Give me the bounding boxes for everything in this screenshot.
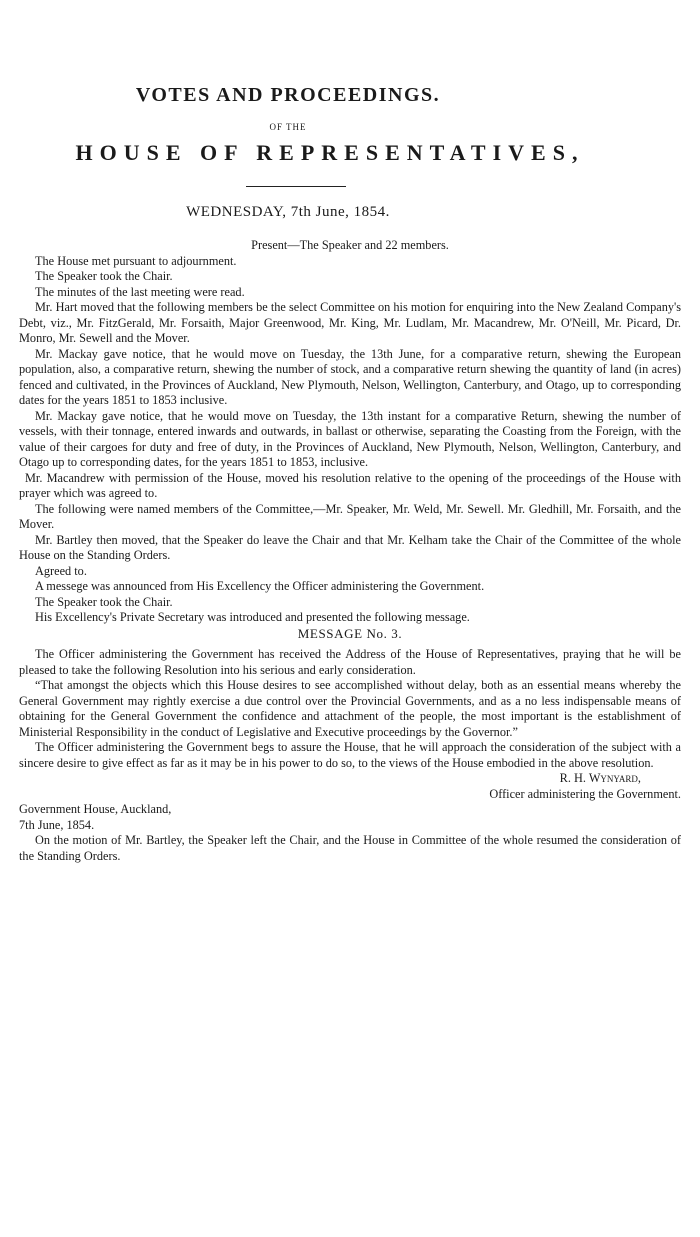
- house-heading: HOUSE OF REPRESENTATIVES,: [75, 140, 585, 165]
- paragraph-hart-motion: Mr. Hart moved that the following members be the select Committee on his motion for enquiring into the New Zealand Company's Debt, viz., Mr. FitzGerald, Mr. Forsaith, Major Greenwood, Mr. King, Mr. Ludlam, Mr. Macandrew, Mr. O'Neill, Mr. Picard, Dr. Monro, Mr. Sewell and the Mover.: [19, 300, 681, 345]
- message-heading: MESSAGE No. 3.: [297, 625, 403, 641]
- paragraph-committee-members: The following were named members of the Committee,—Mr. Speaker, Mr. Weld, Mr. Sewell. Mr. Gledhill, Mr. Forsaith, and the Mover.: [19, 501, 681, 531]
- signature-name: R. H. Wynyard,: [559, 771, 641, 785]
- paragraph-secretary: His Excellency's Private Secretary was introduced and presented the following message.: [35, 610, 470, 624]
- place-date: 7th June, 1854.: [19, 817, 95, 832]
- paragraph-speaker-chair: The Speaker took the Chair.: [35, 269, 173, 283]
- divider-rule: [246, 186, 346, 187]
- paragraph-bartley-motion: Mr. Bartley then moved, that the Speaker do leave the Chair and that Mr. Kelham take the Chair of the Committee of the whole House on the Standing Orders.: [19, 532, 681, 562]
- message-paragraph-3: The Officer administering the Government begs to assure the House, that he will approach the consideration of the subject with a sincere desire to give effect as far as it may be in his power to do so, to the views of the House embodied in the above resolution.: [19, 740, 681, 770]
- paragraph-agreed: Agreed to.: [35, 563, 87, 578]
- present-line: Present—The Speaker and 22 members.: [251, 238, 449, 252]
- session-date: WEDNESDAY, 7th June, 1854.: [186, 204, 390, 220]
- document-title: VOTES AND PROCEEDINGS.: [135, 84, 441, 106]
- message-paragraph-1: The Officer administering the Government has received the Address of the House of Representatives, praying that he will be pleased to take the following Resolution into his serious and early consideration.: [19, 647, 681, 677]
- paragraph-minutes: The minutes of the last meeting were read.: [35, 284, 245, 299]
- proceedings-body: [19, 238, 681, 864]
- title-block: [0, 84, 576, 107]
- paragraph-adjournment: The House met pursuant to adjournment.: [35, 253, 237, 268]
- paragraph-message-announced: A messege was announced from His Excellency the Officer administering the Government.: [35, 579, 485, 593]
- signature-title: Officer administering the Government.: [489, 786, 681, 801]
- of-the-label: OF THE: [269, 122, 307, 132]
- closing-paragraph: On the motion of Mr. Bartley, the Speaker left the Chair, and the House in Committee of the whole resumed the consideration of the Standing Orders.: [19, 833, 681, 863]
- paragraph-mackay-notice-1: Mr. Mackay gave notice, that he would move on Tuesday, the 13th June, for a comparative return, shewing the European population, also, a comparative return, shewing the number of stock, and a comparative return shewing the quantity of land (in acres) fenced and cultivated, in the Provinces of Auckland, New Plymouth, Nelson, Wellington, Canterbury, and Otago, up to corresponding dates for the years 1851 to 1853 inclusive.: [19, 346, 681, 407]
- place-line: Government House, Auckland,: [19, 802, 172, 816]
- message-quoted-resolution: “That amongst the objects which this House desires to see accomplished without delay, both as an essential means whereby the General Government may rightly exercise a due control over the Provincial Governments, and as a no less indispensable means of obtaining for the General Government the confidence and attachment of the people, the most important is the establishment of Ministerial Responsibility in the conduct of Legislative and Executive proceedings by the Governor.”: [19, 678, 681, 739]
- paragraph-macandrew-resolution: Mr. Macandrew with permission of the House, moved his resolution relative to the opening of the proceedings of the House with prayer which was agreed to.: [19, 470, 681, 500]
- paragraph-mackay-notice-2: Mr. Mackay gave notice, that he would move on Tuesday, the 13th instant for a comparative Return, shewing the number of vessels, with their tonnage, entered inwards and outwards, in ballast or otherwise, separating the Coasting from the Foreign, with the value of their cargoes for duty and free of duty, in the Provinces of Auckland, New Plymouth, Nelson, Wellington, Canterbury, and Otago up to corresponding dates, for the years 1851 to 1853, inclusive.: [19, 408, 681, 469]
- paragraph-speaker-chair-2: The Speaker took the Chair.: [35, 594, 173, 609]
